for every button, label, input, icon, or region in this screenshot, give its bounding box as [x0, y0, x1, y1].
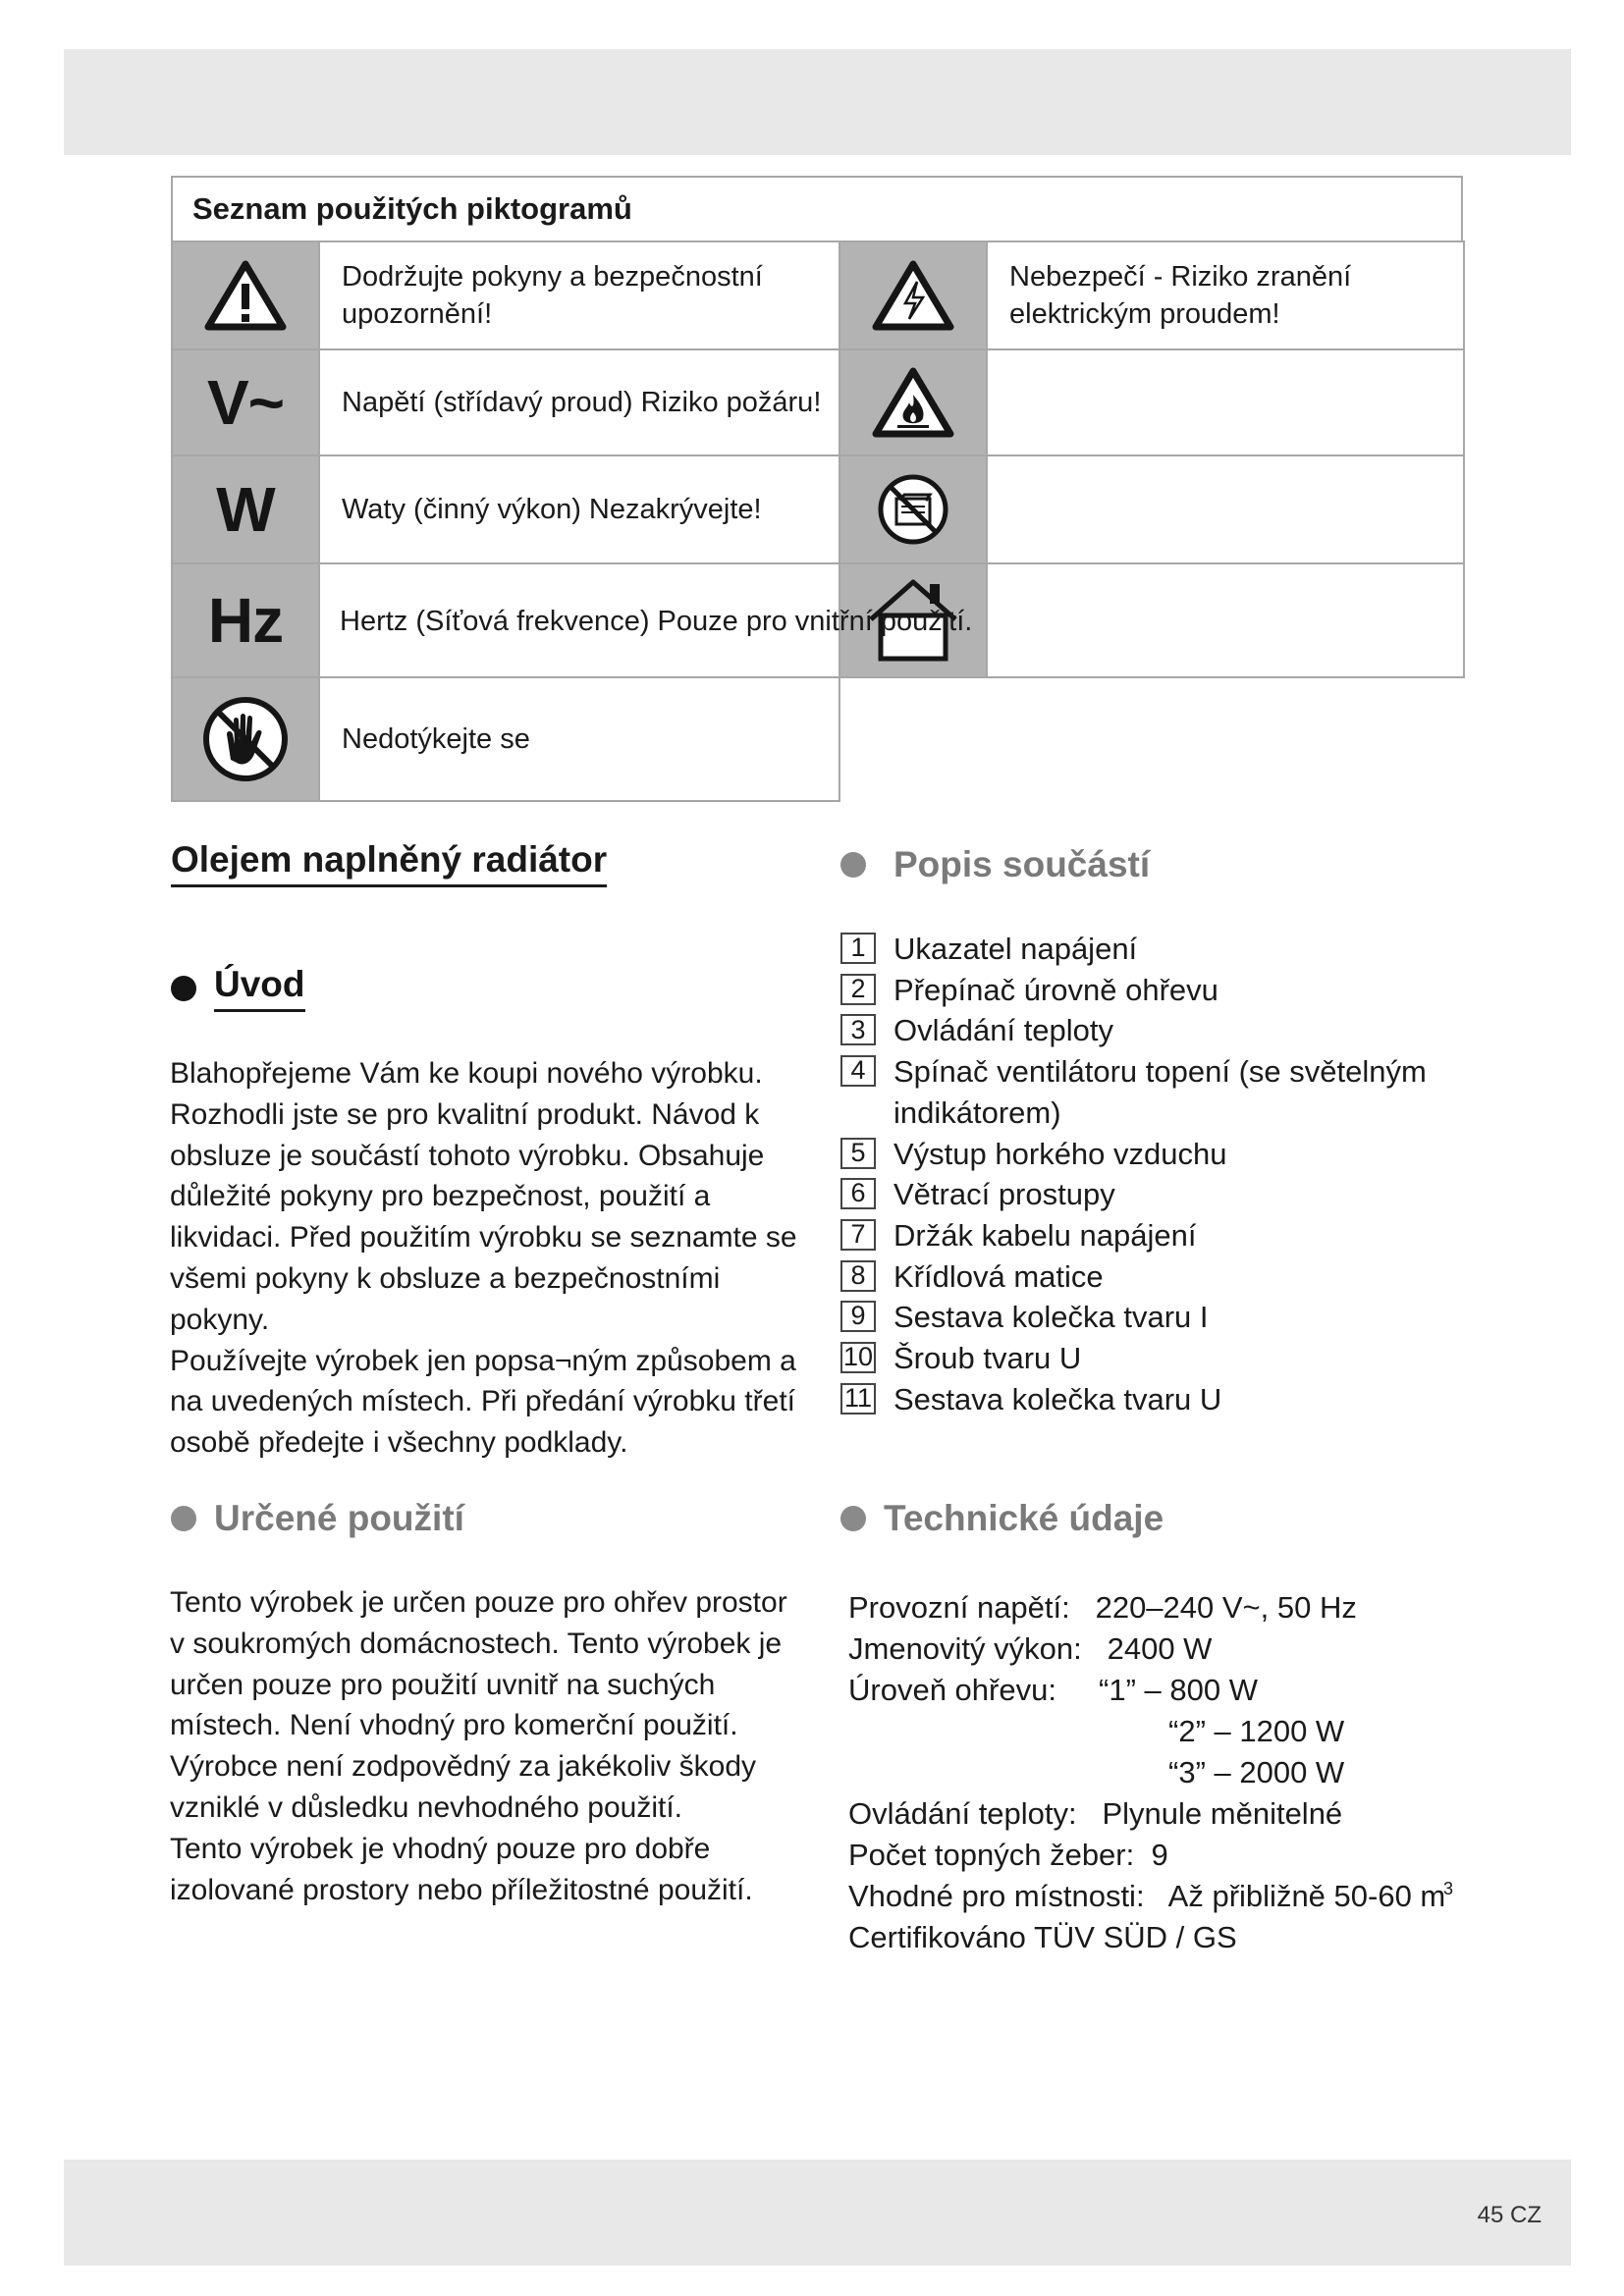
list-item: 6 Větrací prostupy	[840, 1174, 1449, 1215]
spec-row: Jmenovitý výkon: 2400 W	[848, 1631, 1213, 1666]
bullet-dot	[171, 1506, 196, 1531]
spec-row: Ovládání teploty: Plynule měnitelné	[848, 1796, 1343, 1831]
text-line: Používejte výrobek jen popsa¬ným způsobem a	[170, 1344, 796, 1377]
list-item: 5 Výstup horkého vzduchu	[840, 1134, 1449, 1175]
pictogram-text-empty	[986, 454, 1465, 564]
text-line: určen pouze pro použití uvnitř na suchých	[170, 1668, 716, 1701]
parts-heading: Popis součástí	[840, 844, 1150, 885]
intro-heading: Úvod	[171, 964, 305, 1012]
text-line: Tento výrobek je vhodný pouze pro dobře	[170, 1832, 711, 1865]
voltage-symbol: V~	[171, 348, 320, 456]
do-not-cover-icon	[839, 454, 988, 564]
text-line: osobě předejte i všechny podklady.	[170, 1426, 628, 1460]
pictogram-table-title: Seznam použitých piktogramů	[171, 176, 1463, 242]
list-item: 9 Sestava kolečka tvaru I	[840, 1297, 1449, 1338]
spec-row: Certifikováno TÜV SÜD / GS	[848, 1920, 1237, 1954]
do-not-touch-icon	[171, 676, 320, 802]
pictogram-text-empty	[986, 562, 1465, 678]
superscript: 3	[1443, 1879, 1454, 1898]
spec-row-room-size	[848, 1876, 1477, 1917]
pictogram-text: Napětí (střídavý proud) Riziko požáru!	[318, 348, 840, 456]
text-line: Rozhodli jste se pro kvalitní produkt. Návod k	[170, 1097, 760, 1131]
intro-text	[170, 1053, 808, 1464]
list-item: 7 Držák kabelu napájení	[840, 1215, 1449, 1256]
tech-specs	[848, 1587, 1477, 1958]
text-line: důležité pokyny pro bezpečnost, použití a	[170, 1180, 711, 1213]
text-line: Výrobce není zodpovědný za jakékoliv škody	[170, 1750, 757, 1784]
text-line: v soukromých domácnostech. Tento výrobek je	[170, 1627, 783, 1660]
tech-heading: Technické údaje	[840, 1498, 1164, 1539]
list-item: 11 Sestava kolečka tvaru U	[840, 1379, 1449, 1420]
hertz-symbol: Hz	[171, 562, 320, 678]
spec-row: “3” – 2000 W	[1168, 1755, 1345, 1789]
warning-triangle-icon	[171, 240, 320, 350]
pictogram-text: Nebezpečí - Riziko zranění elektrickým proudem!	[986, 240, 1465, 350]
header-band	[64, 49, 1571, 155]
intended-use-text	[170, 1582, 808, 1910]
text-line: obsluze je součástí tohoto výrobku. Obsahuje	[170, 1139, 765, 1172]
pictogram-text: Waty (činný výkon) Nezakrývejte!	[318, 454, 840, 564]
electric-hazard-icon	[839, 240, 988, 350]
product-title: Olejem naplněný radiátor	[171, 839, 607, 887]
list-item: 3 Ovládání teploty	[840, 1010, 1449, 1051]
text-line: místech. Není vhodný pro komerční použití.	[170, 1709, 738, 1742]
parts-list	[840, 929, 1449, 1419]
pictogram-text: Dodržujte pokyny a bezpečnostní upozornění!	[318, 240, 840, 350]
text-line: všemi pokyny k obsluze a bezpečnostními pokyny.	[170, 1261, 721, 1336]
pictogram-text: Nedotýkejte se	[318, 676, 840, 802]
intended-use-heading: Určené použití	[171, 1498, 464, 1539]
spec-text: Vhodné pro místnosti: Až přibližně 50-60 m	[848, 1879, 1446, 1913]
footer-band	[64, 2160, 1571, 2266]
bullet-dot	[840, 1506, 866, 1531]
pictogram-text: Hertz (Síťová frekvence) Pouze pro vnitřní použití.	[340, 606, 973, 637]
text-line: likvidaci. Před použitím výrobku se seznamte se	[170, 1221, 797, 1255]
pictogram-table	[171, 176, 1465, 802]
list-item: 10 Šroub tvaru U	[840, 1338, 1449, 1379]
spec-row: Počet topných žeber: 9	[848, 1838, 1168, 1872]
text-line: Blahopřejeme Vám ke koupi nového výrobku.	[170, 1057, 763, 1090]
spec-row: Úroveň ohřevu: “1” – 800 W	[848, 1673, 1258, 1707]
text-line: izolované prostory nebo příležitostné použití.	[170, 1873, 753, 1906]
list-item: 8 Křídlová matice	[840, 1256, 1449, 1298]
list-item: 1 Ukazatel napájení	[840, 929, 1449, 970]
page-number: 45 CZ	[1477, 2202, 1542, 2228]
pictogram-text-empty	[986, 348, 1465, 456]
text-line: Tento výrobek je určen pouze pro ohřev prostor	[170, 1586, 787, 1619]
text-line: vzniklé v důsledku nevhodného použití.	[170, 1790, 683, 1824]
text-line: na uvedených místech. Při předání výrobku třetí	[170, 1385, 795, 1418]
bullet-dot	[171, 976, 196, 1001]
spec-row: “2” – 1200 W	[1168, 1714, 1345, 1748]
list-item: 2 Přepínač úrovně ohřevu	[840, 970, 1449, 1011]
spec-row: Provozní napětí: 220–240 V~, 50 Hz	[848, 1590, 1357, 1625]
list-item: 4 Spínač ventilátoru topení (se světelným indikátorem)	[840, 1051, 1449, 1133]
fire-hazard-icon	[839, 348, 988, 456]
watt-symbol: W	[171, 454, 320, 564]
bullet-dot	[840, 852, 866, 878]
